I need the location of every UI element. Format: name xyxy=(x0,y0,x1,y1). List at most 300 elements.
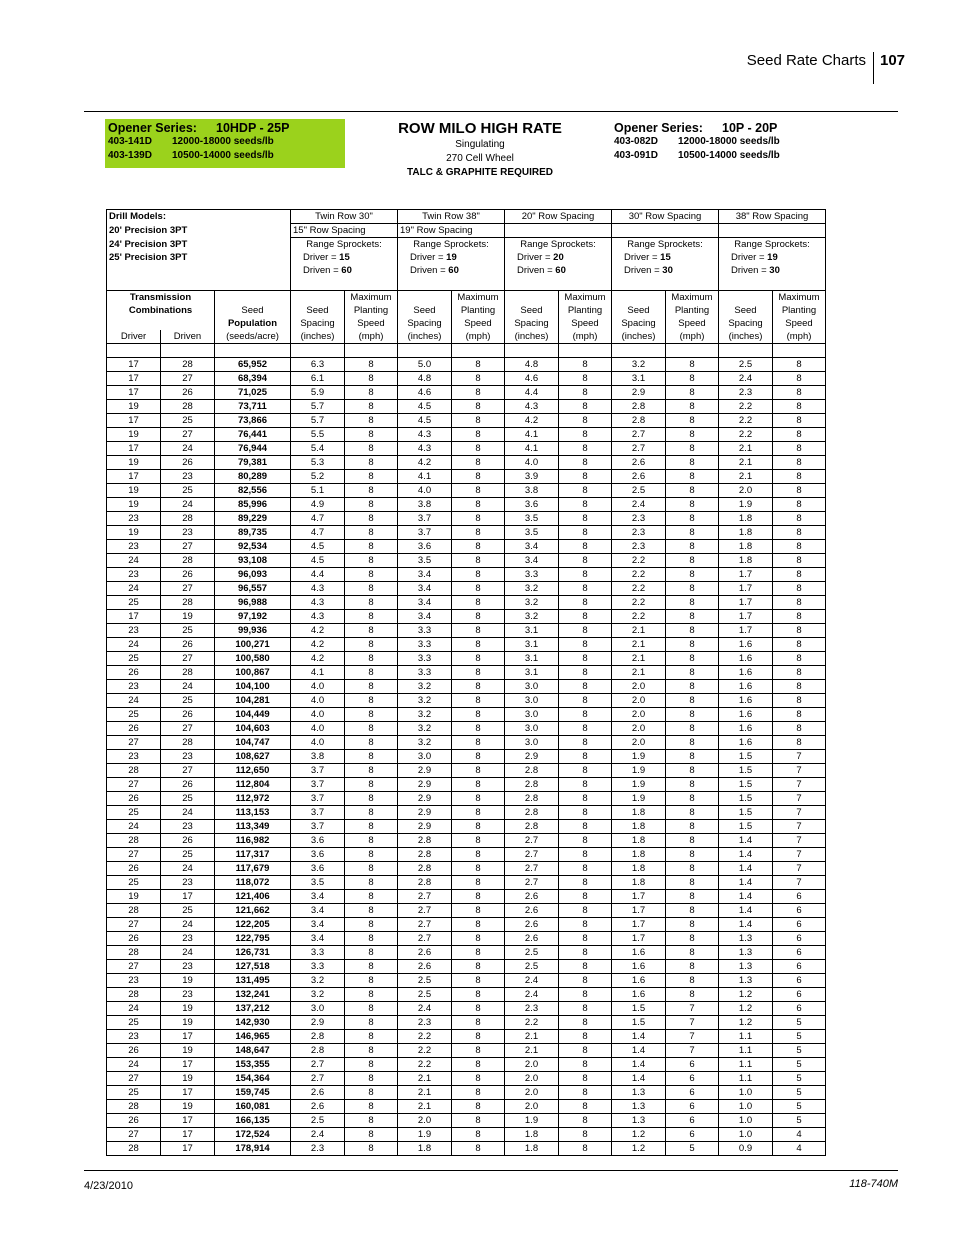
table-cell: 2.5 xyxy=(719,358,773,372)
table-cell: 112,972 xyxy=(215,792,291,806)
chart-subtitle-3: TALC & GRAPHITE REQUIRED xyxy=(407,167,553,178)
header-row xyxy=(107,277,826,291)
table-cell: 2.0 xyxy=(505,1058,559,1072)
left-opener-title: Opener Series: xyxy=(108,121,197,135)
table-cell: 2.6 xyxy=(612,456,666,470)
table-cell: 6.3 xyxy=(291,358,345,372)
blank-cell xyxy=(612,344,666,358)
table-cell: 8 xyxy=(345,876,398,890)
column-header: Spacing xyxy=(612,317,666,330)
column-header: (inches) xyxy=(719,330,773,344)
table-cell: 1.6 xyxy=(719,708,773,722)
table-cell: 3.3 xyxy=(505,568,559,582)
table-row xyxy=(107,442,826,456)
table-cell: 8 xyxy=(559,764,612,778)
table-cell: 5.1 xyxy=(291,484,345,498)
table-cell: 3.1 xyxy=(505,652,559,666)
table-cell: 2.1 xyxy=(612,652,666,666)
table-cell: 8 xyxy=(452,764,505,778)
table-cell: 73,866 xyxy=(215,414,291,428)
column-header: Planting xyxy=(452,304,505,317)
table-row xyxy=(107,1100,826,1114)
table-cell: 23 xyxy=(161,470,215,484)
table-cell: 27 xyxy=(161,652,215,666)
table-row xyxy=(107,498,826,512)
table-cell: 160,081 xyxy=(215,1100,291,1114)
table-cell: 24 xyxy=(107,638,161,652)
table-cell: 3.7 xyxy=(291,778,345,792)
table-cell: 1.2 xyxy=(612,1128,666,1142)
left-opener-rate: 10500-14000 seeds/lb xyxy=(172,150,274,161)
table-cell: 8 xyxy=(666,722,719,736)
table-cell: 8 xyxy=(452,904,505,918)
table-cell: 1.6 xyxy=(719,666,773,680)
blank-cell xyxy=(398,277,505,291)
table-cell: 2.6 xyxy=(505,904,559,918)
table-cell: 5 xyxy=(773,1100,826,1114)
table-cell: 2.4 xyxy=(291,1128,345,1142)
table-cell: 3.1 xyxy=(612,372,666,386)
column-header: (mph) xyxy=(452,330,505,344)
table-cell: 8 xyxy=(345,932,398,946)
table-cell: 8 xyxy=(452,680,505,694)
column-header: (mph) xyxy=(773,330,826,344)
table-cell: 27 xyxy=(107,778,161,792)
table-cell: 1.7 xyxy=(612,918,666,932)
table-cell: 1.0 xyxy=(719,1100,773,1114)
table-cell: 93,108 xyxy=(215,554,291,568)
table-cell: 8 xyxy=(345,358,398,372)
table-cell: 159,745 xyxy=(215,1086,291,1100)
table-cell: 2.4 xyxy=(505,988,559,1002)
table-cell: 8 xyxy=(666,400,719,414)
table-row xyxy=(107,974,826,988)
table-cell: 8 xyxy=(773,708,826,722)
blank-cell xyxy=(719,277,826,291)
spacing-group-sub xyxy=(612,224,719,238)
table-cell: 4.0 xyxy=(291,722,345,736)
table-cell: 23 xyxy=(107,512,161,526)
table-cell: 1.6 xyxy=(612,988,666,1002)
driven-sprocket xyxy=(612,264,719,277)
blank-cell xyxy=(215,344,291,358)
table-cell: 8 xyxy=(452,442,505,456)
table-cell: 8 xyxy=(559,848,612,862)
table-cell: 1.1 xyxy=(719,1030,773,1044)
table-cell: 25 xyxy=(107,1016,161,1030)
table-cell: 27 xyxy=(107,736,161,750)
table-cell: 3.2 xyxy=(398,708,452,722)
table-cell: 2.2 xyxy=(505,1016,559,1030)
table-cell: 19 xyxy=(161,974,215,988)
right-opener-rate: 12000-18000 seeds/lb xyxy=(678,136,780,147)
spacing-group-sub xyxy=(719,224,826,238)
driver-label: Driver = xyxy=(731,252,768,263)
table-cell: 154,364 xyxy=(215,1072,291,1086)
table-cell: 92,534 xyxy=(215,540,291,554)
footer-rule xyxy=(84,1170,898,1171)
table-cell: 24 xyxy=(107,554,161,568)
column-header-row xyxy=(107,291,826,305)
table-cell: 5 xyxy=(773,1086,826,1100)
table-cell: 2.3 xyxy=(398,1016,452,1030)
table-cell: 3.3 xyxy=(291,946,345,960)
table-row xyxy=(107,638,826,652)
table-cell: 1.9 xyxy=(398,1128,452,1142)
table-cell: 1.8 xyxy=(612,834,666,848)
table-cell: 2.0 xyxy=(719,484,773,498)
blank-cell xyxy=(559,344,612,358)
table-cell: 8 xyxy=(559,498,612,512)
table-cell: 1.4 xyxy=(719,834,773,848)
table-cell: 8 xyxy=(773,526,826,540)
table-cell: 6 xyxy=(666,1100,719,1114)
table-cell: 76,944 xyxy=(215,442,291,456)
table-cell: 4.2 xyxy=(291,624,345,638)
table-cell: 8 xyxy=(559,834,612,848)
table-cell: 121,662 xyxy=(215,904,291,918)
table-cell: 27 xyxy=(107,918,161,932)
driven-value: 60 xyxy=(341,265,352,276)
driven-value: 30 xyxy=(662,265,673,276)
table-cell: 8 xyxy=(773,470,826,484)
table-cell: 4.8 xyxy=(505,358,559,372)
table-cell: 71,025 xyxy=(215,386,291,400)
table-cell: 24 xyxy=(161,806,215,820)
table-cell: 8 xyxy=(773,722,826,736)
table-cell: 2.8 xyxy=(398,834,452,848)
right-opener-model: 10P - 20P xyxy=(722,121,778,135)
table-row xyxy=(107,596,826,610)
table-cell: 8 xyxy=(773,372,826,386)
table-cell: 8 xyxy=(666,736,719,750)
table-cell: 8 xyxy=(452,946,505,960)
table-cell: 89,229 xyxy=(215,512,291,526)
table-row xyxy=(107,834,826,848)
table-cell: 8 xyxy=(559,1044,612,1058)
table-cell: 6 xyxy=(666,1114,719,1128)
column-header xyxy=(398,291,452,305)
table-cell: 2.8 xyxy=(398,876,452,890)
table-cell: 6 xyxy=(773,974,826,988)
table-cell: 8 xyxy=(559,456,612,470)
table-cell: 4.0 xyxy=(398,484,452,498)
table-row xyxy=(107,1128,826,1142)
table-cell: 127,518 xyxy=(215,960,291,974)
table-cell: 2.0 xyxy=(398,1114,452,1128)
left-opener-block xyxy=(108,121,289,163)
table-cell: 23 xyxy=(161,876,215,890)
table-cell: 28 xyxy=(107,764,161,778)
table-cell: 4.1 xyxy=(505,428,559,442)
table-cell: 8 xyxy=(345,708,398,722)
table-cell: 1.6 xyxy=(612,974,666,988)
column-header: Maximum xyxy=(452,291,505,305)
table-cell: 8 xyxy=(666,582,719,596)
table-cell: 8 xyxy=(773,652,826,666)
table-cell: 1.6 xyxy=(719,638,773,652)
table-cell: 23 xyxy=(161,526,215,540)
column-header: Spacing xyxy=(398,317,452,330)
table-cell: 1.6 xyxy=(719,736,773,750)
spacing-group-name: Twin Row 30" xyxy=(291,210,398,224)
table-cell: 8 xyxy=(559,932,612,946)
table-cell: 8 xyxy=(345,568,398,582)
table-cell: 2.1 xyxy=(398,1086,452,1100)
table-cell: 8 xyxy=(345,778,398,792)
table-cell: 23 xyxy=(161,988,215,1002)
blank-cell xyxy=(107,344,161,358)
table-cell: 1.4 xyxy=(719,862,773,876)
table-cell: 8 xyxy=(452,386,505,400)
table-cell: 8 xyxy=(559,792,612,806)
table-cell: 19 xyxy=(161,1072,215,1086)
table-cell: 4 xyxy=(773,1142,826,1156)
drill-models-label: Drill Models: xyxy=(107,210,291,224)
table-cell: 27 xyxy=(161,764,215,778)
table-cell: 8 xyxy=(559,358,612,372)
table-cell: 1.0 xyxy=(719,1114,773,1128)
table-row xyxy=(107,778,826,792)
table-row xyxy=(107,736,826,750)
table-cell: 104,603 xyxy=(215,722,291,736)
table-cell: 5.4 xyxy=(291,442,345,456)
table-cell: 8 xyxy=(559,1072,612,1086)
table-cell: 1.5 xyxy=(719,820,773,834)
table-cell: 8 xyxy=(559,680,612,694)
table-cell: 8 xyxy=(559,974,612,988)
table-cell: 8 xyxy=(345,540,398,554)
column-header: (inches) xyxy=(612,330,666,344)
table-cell: 5.7 xyxy=(291,400,345,414)
table-cell: 2.1 xyxy=(719,456,773,470)
table-cell: 2.7 xyxy=(398,904,452,918)
table-cell: 7 xyxy=(773,848,826,862)
table-cell: 8 xyxy=(452,834,505,848)
column-header: (mph) xyxy=(559,330,612,344)
table-row xyxy=(107,1142,826,1156)
table-cell: 8 xyxy=(345,512,398,526)
footer-date: 4/23/2010 xyxy=(84,1180,133,1192)
table-cell: 26 xyxy=(161,708,215,722)
blank-cell xyxy=(291,344,345,358)
table-cell: 2.8 xyxy=(505,778,559,792)
table-cell: 2.5 xyxy=(398,974,452,988)
table-cell: 27 xyxy=(107,960,161,974)
table-cell: 7 xyxy=(773,834,826,848)
table-cell: 8 xyxy=(345,442,398,456)
column-header xyxy=(719,291,773,305)
table-cell: 2.4 xyxy=(398,1002,452,1016)
table-cell: 23 xyxy=(107,680,161,694)
table-row xyxy=(107,960,826,974)
table-cell: 2.2 xyxy=(612,582,666,596)
column-header: Transmission xyxy=(107,291,215,305)
driver-value: 15 xyxy=(660,252,671,263)
table-cell: 131,495 xyxy=(215,974,291,988)
column-header: Speed xyxy=(773,317,826,330)
table-cell: 8 xyxy=(452,358,505,372)
table-cell: 3.0 xyxy=(291,1002,345,1016)
header-divider xyxy=(873,52,874,84)
driver-label: Driver = xyxy=(410,252,447,263)
table-cell: 4.3 xyxy=(291,610,345,624)
table-cell: 6 xyxy=(666,1128,719,1142)
table-cell: 1.1 xyxy=(719,1072,773,1086)
table-cell: 8 xyxy=(452,694,505,708)
table-cell: 3.0 xyxy=(398,750,452,764)
range-sprockets-label: Range Sprockets: xyxy=(398,238,505,252)
table-cell: 8 xyxy=(559,694,612,708)
right-opener-rate: 10500-14000 seeds/lb xyxy=(678,150,780,161)
table-cell: 2.0 xyxy=(612,722,666,736)
table-cell: 73,711 xyxy=(215,400,291,414)
table-cell: 8 xyxy=(559,568,612,582)
table-cell: 2.8 xyxy=(505,806,559,820)
table-cell: 24 xyxy=(107,1002,161,1016)
table-cell: 8 xyxy=(452,540,505,554)
table-row xyxy=(107,932,826,946)
table-cell: 3.0 xyxy=(505,708,559,722)
table-cell: 4.3 xyxy=(291,596,345,610)
table-cell: 2.1 xyxy=(505,1044,559,1058)
header-rule xyxy=(84,111,898,112)
table-cell: 2.5 xyxy=(505,960,559,974)
table-cell: 4.1 xyxy=(505,442,559,456)
column-header: Driver xyxy=(107,330,161,344)
table-cell: 1.3 xyxy=(612,1114,666,1128)
table-row xyxy=(107,820,826,834)
table-cell: 6 xyxy=(666,1058,719,1072)
table-cell: 28 xyxy=(161,596,215,610)
table-cell: 8 xyxy=(345,526,398,540)
table-cell: 5 xyxy=(666,1142,719,1156)
table-cell: 8 xyxy=(666,624,719,638)
table-cell: 8 xyxy=(666,456,719,470)
table-cell: 7 xyxy=(666,1030,719,1044)
table-cell: 2.8 xyxy=(398,848,452,862)
table-cell: 2.9 xyxy=(398,778,452,792)
column-header xyxy=(107,317,215,330)
driven-sprocket xyxy=(398,264,505,277)
driver-label: Driver = xyxy=(517,252,554,263)
table-cell: 24 xyxy=(161,946,215,960)
table-cell: 27 xyxy=(107,1128,161,1142)
column-header xyxy=(612,291,666,305)
table-row xyxy=(107,708,826,722)
table-cell: 2.8 xyxy=(612,414,666,428)
table-cell: 1.2 xyxy=(612,1142,666,1156)
driver-value: 20 xyxy=(553,252,564,263)
table-cell: 8 xyxy=(666,862,719,876)
spacing-group-name: Twin Row 38" xyxy=(398,210,505,224)
table-row xyxy=(107,386,826,400)
table-cell: 5.9 xyxy=(291,386,345,400)
table-cell: 2.7 xyxy=(505,834,559,848)
table-cell: 8 xyxy=(559,484,612,498)
table-cell: 8 xyxy=(452,750,505,764)
table-cell: 1.5 xyxy=(719,750,773,764)
table-cell: 8 xyxy=(345,470,398,484)
table-cell: 2.6 xyxy=(291,1100,345,1114)
table-cell: 8 xyxy=(559,862,612,876)
table-cell: 8 xyxy=(666,792,719,806)
table-cell: 2.7 xyxy=(505,848,559,862)
table-cell: 4.1 xyxy=(398,470,452,484)
table-cell: 8 xyxy=(559,1058,612,1072)
table-cell: 8 xyxy=(345,428,398,442)
right-opener-part: 403-082D xyxy=(614,136,658,147)
table-cell: 8 xyxy=(345,974,398,988)
table-cell: 2.9 xyxy=(398,806,452,820)
table-cell: 97,192 xyxy=(215,610,291,624)
table-cell: 8 xyxy=(559,904,612,918)
table-cell: 5 xyxy=(773,1016,826,1030)
table-row xyxy=(107,1072,826,1086)
table-cell: 25 xyxy=(161,694,215,708)
table-cell: 8 xyxy=(345,764,398,778)
table-cell: 5 xyxy=(773,1030,826,1044)
table-cell: 24 xyxy=(161,442,215,456)
table-cell: 28 xyxy=(107,946,161,960)
table-cell: 4.5 xyxy=(398,400,452,414)
table-cell: 26 xyxy=(107,932,161,946)
table-row xyxy=(107,666,826,680)
table-cell: 17 xyxy=(107,610,161,624)
table-cell: 0.9 xyxy=(719,1142,773,1156)
table-cell: 8 xyxy=(345,638,398,652)
table-cell: 8 xyxy=(452,624,505,638)
table-cell: 19 xyxy=(161,1100,215,1114)
table-cell: 8 xyxy=(452,862,505,876)
table-cell: 1.3 xyxy=(719,932,773,946)
column-header: Maximum xyxy=(345,291,398,305)
table-cell: 8 xyxy=(666,470,719,484)
table-cell: 3.6 xyxy=(291,848,345,862)
table-cell: 85,996 xyxy=(215,498,291,512)
chart-subtitle-2: 270 Cell Wheel xyxy=(446,153,514,164)
table-cell: 8 xyxy=(452,400,505,414)
table-cell: 8 xyxy=(345,596,398,610)
table-cell: 1.4 xyxy=(612,1030,666,1044)
table-cell: 3.3 xyxy=(398,652,452,666)
table-cell: 25 xyxy=(107,652,161,666)
table-cell: 8 xyxy=(345,806,398,820)
table-cell: 178,914 xyxy=(215,1142,291,1156)
header-row xyxy=(107,264,826,277)
table-cell: 8 xyxy=(666,750,719,764)
driver-sprocket xyxy=(612,251,719,264)
table-row xyxy=(107,1016,826,1030)
table-cell: 2.0 xyxy=(612,694,666,708)
table-cell: 8 xyxy=(345,1030,398,1044)
table-cell: 4.2 xyxy=(291,638,345,652)
table-cell: 4.3 xyxy=(505,400,559,414)
drill-model: 20' Precision 3PT xyxy=(107,224,291,238)
table-cell: 2.7 xyxy=(291,1072,345,1086)
table-cell: 1.5 xyxy=(612,1002,666,1016)
table-cell: 19 xyxy=(161,1044,215,1058)
spacing-group-name: 30" Row Spacing xyxy=(612,210,719,224)
table-cell: 17 xyxy=(161,1086,215,1100)
table-cell: 7 xyxy=(773,806,826,820)
table-cell: 27 xyxy=(107,848,161,862)
table-cell: 19 xyxy=(161,1016,215,1030)
table-cell: 80,289 xyxy=(215,470,291,484)
table-cell: 8 xyxy=(345,582,398,596)
spacer-row xyxy=(107,344,826,358)
table-cell: 4.4 xyxy=(291,568,345,582)
